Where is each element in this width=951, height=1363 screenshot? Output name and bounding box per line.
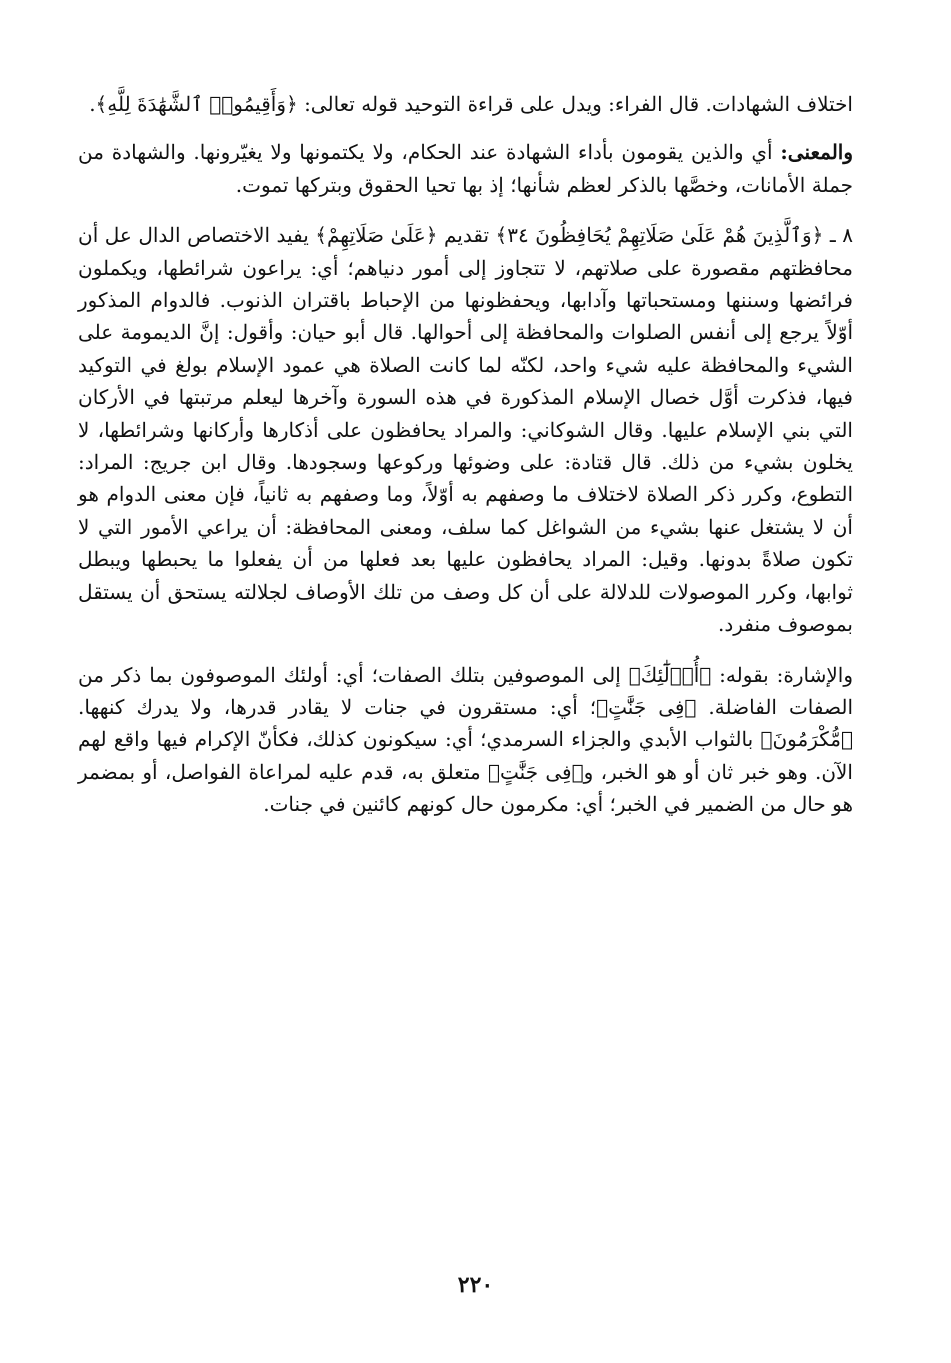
paragraph-3 [78, 219, 853, 640]
paragraph-1-text: اختلاف الشهادات. قال الفراء: ويدل على قراءة التوحيد قوله تعالى: ﴿وَأَقِيمُوا۟ ٱلشَّهَٰدَةَ لِلَّهِ﴾. [89, 92, 853, 116]
paragraph-2-lead: والمعنى: [780, 140, 854, 165]
paragraph-3-text: ٨ ـ ﴿وَٱلَّذِينَ هُمْ عَلَىٰ صَلَاتِهِمْ يُحَافِظُونَ ٣٤﴾ تقديم ﴿عَلَىٰ صَلَاتِهِمْ﴾ يفيد الاختصاص الدال عل أن محافظتهم مقصورة على صلاتهم، لا تتجاوز إلى أمور دنياهم؛ أي: يراعون شرائطها، ويكملون فرائضها وسننها ومستحباتها وآدابها، ويحفظونها من الإحباط باقتران الذنوب. فالدوام المذكور أوّلاً يرجع إلى أنفس الصلوات والمحافظة إلى أحوالها. قال أبو حيان: وأقول: إنَّ الديمومة على الشيء والمحافظة عليه شيء واحد، لكنّه لما كانت الصلاة هي عمود الإسلام بولغ في التوكيد فيها، فذكرت أوَّل خصال الإسلام المذكورة في هذه السورة وآخرها ليعلم مرتبتها في الأركان التي بني الإسلام عليها. وقال الشوكاني: والمراد يحافظون على أذكارها وأركانها وشرائطها، لا يخلون بشيء من ذلك. قال قتادة: على وضوئها وركوعها وسجودها. وقال ابن جريج: المراد: التطوع، وكرر ذكر الصلاة لاختلاف ما وصفهم به أوّلاً، وما وصفهم به ثانياً، فإن معنى الدوام هو أن لا يشتغل عنها بشيء من الشواغل كما سلف، ومعنى المحافظة: أن يراعي الأمور التي لا تكون صلاةً بدونها. وقيل: المراد يحافظون عليها بعد فعلها من أن يفعلوا ما يحبطها ويبطل ثوابها، وكرر الموصولات للدلالة على أن كل وصف من تلك الأوصاف لجلالته يستحق أن يستقل بموصوف منفرد. [78, 223, 854, 637]
paragraph-4-text: والإشارة: بقوله: ﴿أُو۟لَٰٓئِكَ﴾ إلى الموصوفين بتلك الصفات؛ أي: أولئك الموصوفون بما ذكر من الصفات الفاضلة. ﴿فِى جَنَّٰتٍ﴾؛ أي: مستقرون في جنات لا يقادر قدرها، ولا يدرك كنهها. ﴿مُّكْرَمُونَ﴾ بالثواب الأبدي والجزاء السرمدي؛ أي: سيكونون كذلك، فكأنّ الإكرام فيها واقع لهم الآن. وهو خبر ثان أو هو الخبر، و﴿فِى جَنَّٰتٍ﴾ متعلق به، قدم عليه لمراعاة الفواصل، أو بمضمر هو حال من الضمير في الخبر؛ أي: مكرمون حال كونهم كائنين في جنات. [78, 662, 854, 817]
paragraph-1 [78, 88, 853, 120]
paragraph-2-text: أي والذين يقومون بأداء الشهادة عند الحكام، ولا يكتمونها ولا يغيّرونها. والشهادة من جملة الأمانات، وخصَّها بالذكر لعظم شأنها؛ إذ بها تحيا الحقوق وبتركها تموت. [78, 140, 853, 197]
paragraph-2 [78, 136, 853, 201]
page-body [78, 88, 853, 841]
paragraph-4 [78, 659, 853, 821]
page-number: ٢٢٠ [457, 1272, 494, 1298]
